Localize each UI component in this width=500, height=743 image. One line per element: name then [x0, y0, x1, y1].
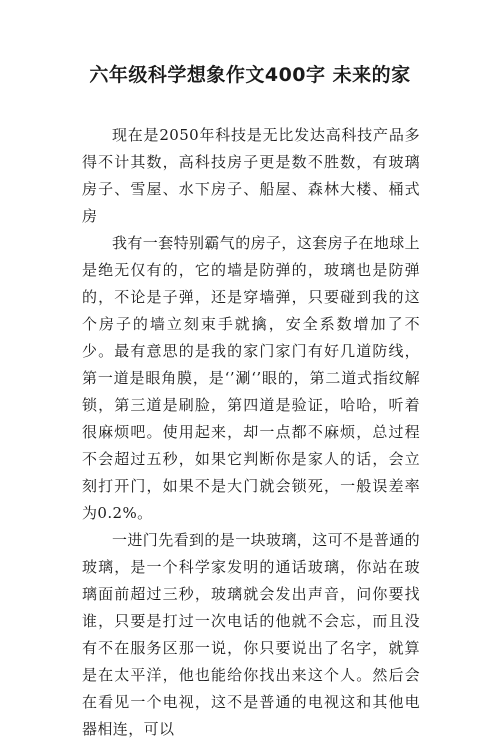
paragraph-intro: 现在是2050年科技是无比发达高科技产品多得不计其数，高科技房子更是数不胜数，有玻璃房子、雪屋、水下房子、船屋、森林大楼、桶式房 — [82, 126, 420, 225]
document-title: 六年级科学想象作文400字 未来的家 — [89, 64, 411, 86]
document-body — [82, 122, 420, 743]
paragraph-house-security: 我有一套特别霸气的房子，这套房子在地球上是绝无仅有的，它的墙是防弹的，玻璃也是防弹的，不论是子弹，还是穿墙弹，只要碰到我的这个房子的墙立刻束手就擒，安全系数增加了不少。最有意思的是我的家门家门有好几道防线，第一道是眼角膜，是‘’涮‘’眼的，第二道式指纹解锁，第三道是刷脸，第四道是验证，哈哈，听着很麻烦吧。使用起来，却一点都不麻烦，总过程不会超过五秒，如果它判断你是家人的话，会立刻打开门，如果不是大门就会锁死，一般误差率为0.2%。 — [82, 234, 421, 522]
paragraph-glass-and-tv: 一进门先看到的是一块玻璃，这可不是普通的玻璃，是一个科学家发明的通话玻璃，你站在玻璃面前超过三秒，玻璃就会发出声音，问你要找谁，只要是打过一次电话的他就不会忘，而且没有不在服务区那一说，你只要说出了名字，就算是在太平洋，他也能给你找出来这个人。然后会在看见一个电视，这不是普通的电视这和其他电器相连，可以 — [82, 531, 421, 738]
